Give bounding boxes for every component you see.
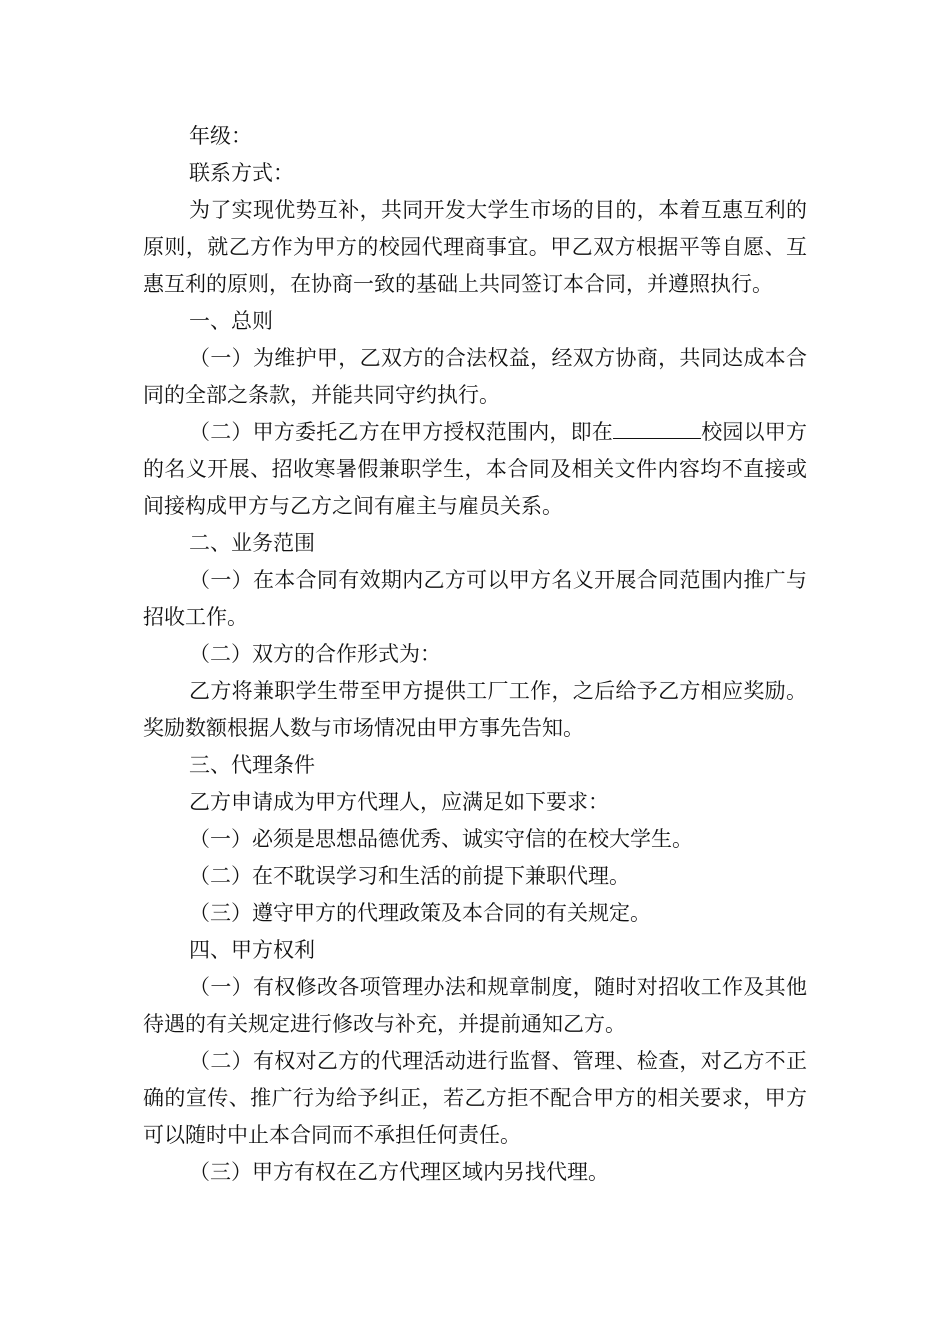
section-heading-general: 一、总则	[189, 309, 273, 333]
clause-general-2	[143, 414, 807, 525]
condition-1: （一）必须是思想品德优秀、诚实守信的在校大学生。	[189, 827, 693, 851]
condition-3: （三）遵守甲方的代理政策及本合同的有关规定。	[189, 901, 651, 925]
preamble-paragraph: 为了实现优势互补，共同开发大学生市场的目的，本着互惠互利的原则，就乙方作为甲方的校园代理商事宜。甲乙双方根据平等自愿、互惠互利的原则，在协商一致的基础上共同签订本合同，并遵照执行。	[143, 198, 807, 296]
section-heading-business-scope: 二、业务范围	[189, 531, 315, 555]
condition-2: （二）在不耽误学习和生活的前提下兼职代理。	[189, 864, 630, 888]
section-heading-party-a-rights: 四、甲方权利	[189, 938, 315, 962]
right-1: （一）有权修改各项管理办法和规章制度，随时对招收工作及其他待遇的有关规定进行修改与补充，并提前通知乙方。	[143, 975, 807, 1036]
section-heading-agent-conditions: 三、代理条件	[189, 753, 315, 777]
right-2: （二）有权对乙方的代理活动进行监督、管理、检查，对乙方不正确的宣传、推广行为给予纠正，若乙方拒不配合甲方的相关要求，甲方可以随时中止本合同而不承担任何责任。	[143, 1049, 807, 1147]
clause-general-1: （一）为维护甲，乙双方的合法权益，经双方协商，共同达成本合同的全部之条款，并能共同守约执行。	[143, 346, 807, 407]
document-body	[143, 118, 807, 1191]
clause-general-2-after: 校园以甲方的名义开展、招收寒暑假兼职学生，本合同及相关文件内容均不直接或间接构成甲方与乙方之间有雇主与雇员关系。	[143, 420, 807, 518]
grade-field-label: 年级：	[189, 124, 252, 148]
clause-scope-2: （二）双方的合作形式为：	[189, 642, 441, 666]
clause-scope-2-detail: 乙方将兼职学生带至甲方提供工厂工作，之后给予乙方相应奖励。奖励数额根据人数与市场情况由甲方事先告知。	[143, 679, 807, 740]
clause-scope-1: （一）在本合同有效期内乙方可以甲方名义开展合同范围内推广与招收工作。	[143, 568, 807, 629]
contact-field-label: 联系方式：	[189, 161, 294, 185]
conditions-intro: 乙方申请成为甲方代理人，应满足如下要求：	[189, 790, 609, 814]
clause-general-2-before: （二）甲方委托乙方在甲方授权范围内，即在	[189, 420, 613, 444]
campus-name-blank	[613, 420, 701, 439]
right-3: （三）甲方有权在乙方代理区域内另找代理。	[189, 1160, 609, 1184]
